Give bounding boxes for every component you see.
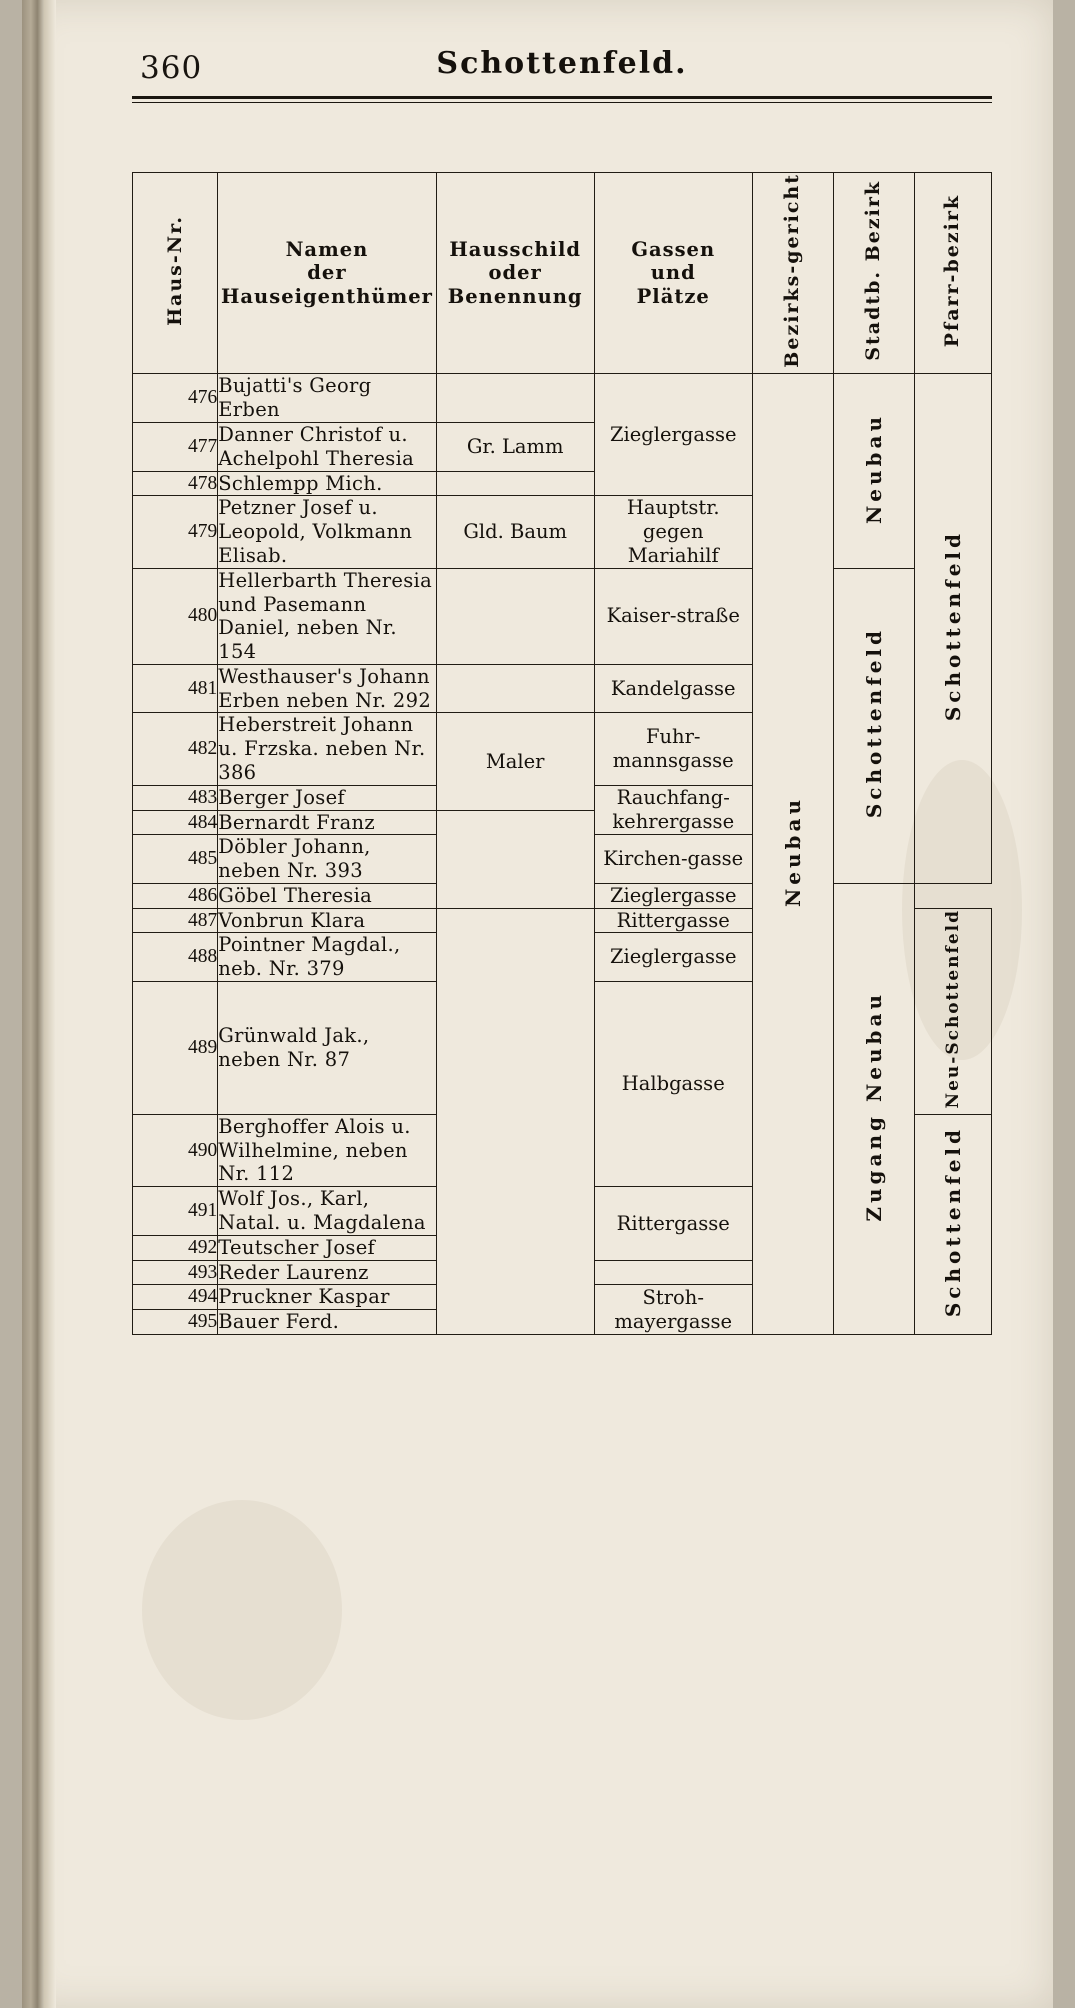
col-header-hausschild: Hausschild oder Benennung (436, 173, 594, 374)
book-page (22, 0, 1053, 2008)
cell-gasse: Hauptstr. gegen Mariahilf (594, 496, 752, 568)
cell-haus-nr: 477 (133, 423, 218, 472)
page-content (132, 40, 992, 1335)
cell-hausschild (436, 471, 594, 496)
col-header-pfarrbezirk: Pfarr-bezirk (914, 173, 991, 374)
cell-gasse: Kirchen-gasse (594, 835, 752, 884)
cell-hausschild (436, 810, 594, 908)
cell-hausschild (436, 568, 594, 664)
page-gutter-shadow (44, 0, 56, 2008)
page-number: 360 (140, 50, 203, 86)
cell-hausschild (436, 664, 594, 713)
cell-owner-name: Hellerbarth Theresia und Pasemann Daniel, neben Nr. 154 (218, 568, 436, 664)
cell-owner-name: Schlempp Mich. (218, 471, 436, 496)
cell-owner-name: Pointner Magdal., neb. Nr. 379 (218, 933, 436, 982)
cell-owner-name: Göbel Theresia (218, 883, 436, 908)
cell-gasse: Rittergasse (594, 1187, 752, 1260)
cell-haus-nr: 484 (133, 810, 218, 835)
cell-haus-nr: 491 (133, 1187, 218, 1236)
cell-owner-name: Döbler Johann, neben Nr. 393 (218, 835, 436, 884)
cell-owner-name: Bernardt Franz (218, 810, 436, 835)
cell-gasse: Fuhr-mannsgasse (594, 713, 752, 785)
cell-gasse: Rittergasse (594, 908, 752, 933)
cell-gasse: Zieglergasse (594, 933, 752, 982)
cell-owner-name: Petzner Josef u. Leopold, Volkmann Elisab. (218, 496, 436, 568)
cell-owner-name: Reder Laurenz (218, 1260, 436, 1285)
cell-haus-nr: 483 (133, 785, 218, 810)
cell-gasse: Kaiser-straße (594, 568, 752, 664)
cell-haus-nr: 480 (133, 568, 218, 664)
cell-haus-nr: 489 (133, 982, 218, 1115)
cell-gasse: Rauchfang-kehrergasse (594, 785, 752, 835)
cell-stadtbezirk-middle: Schottenfeld (833, 568, 914, 883)
cell-stadtbezirk-lower-c: Schottenfeld (914, 1114, 991, 1334)
cell-owner-name: Teutscher Josef (218, 1235, 436, 1260)
col-header-gassen: Gassen und Plätze (594, 173, 752, 374)
col-header-namen: Namen der Hauseigenthümer (218, 173, 436, 374)
cell-owner-name: Danner Christof u. Achelpohl Theresia (218, 423, 436, 472)
cell-owner-name: Heberstreit Johann u. Frzska. neben Nr. 386 (218, 713, 436, 785)
header-rule-thick (132, 96, 992, 99)
book-binding (22, 0, 44, 2008)
cell-gasse: Kandelgasse (594, 664, 752, 713)
running-head: Schottenfeld. (436, 46, 688, 81)
cell-hausschild (436, 908, 594, 1334)
cell-owner-name: Bauer Ferd. (218, 1310, 436, 1335)
header-rule-thin (132, 102, 992, 103)
cell-stadtbezirk-upper: Neubau (833, 374, 914, 568)
cell-gasse: Zieglergasse (594, 883, 752, 908)
col-header-stadtbezirk: Stadtb. Bezirk (833, 173, 914, 374)
col-header-bezirksgericht: Bezirks-gericht (752, 173, 833, 374)
cell-haus-nr: 495 (133, 1310, 218, 1335)
cell-hausschild (436, 374, 594, 423)
cell-hausschild: Gld. Baum (436, 496, 594, 568)
table-header-row (133, 173, 992, 374)
cell-hausschild: Maler (436, 713, 594, 810)
cell-owner-name: Berghoffer Alois u. Wilhelmine, neben Nr. 112 (218, 1114, 436, 1186)
cell-haus-nr: 476 (133, 374, 218, 423)
cell-haus-nr: 478 (133, 471, 218, 496)
cell-owner-name: Wolf Jos., Karl, Natal. u. Magdalena (218, 1187, 436, 1236)
cell-bezirksgericht: Neubau (752, 374, 833, 1334)
table-row (133, 374, 992, 423)
cell-owner-name: Berger Josef (218, 785, 436, 810)
cell-gasse: Stroh-mayergasse (594, 1285, 752, 1335)
col-header-haus-nr: Haus-Nr. (133, 173, 218, 374)
cell-pfarrbezirk-upper: Schottenfeld (914, 374, 991, 883)
cell-haus-nr: 494 (133, 1285, 218, 1310)
cell-haus-nr: 487 (133, 908, 218, 933)
cell-haus-nr: 490 (133, 1114, 218, 1186)
cell-owner-name: Grünwald Jak., neben Nr. 87 (218, 982, 436, 1115)
cell-owner-name: Vonbrun Klara (218, 908, 436, 933)
cell-haus-nr: 488 (133, 933, 218, 982)
cell-gasse (594, 1260, 752, 1285)
cell-owner-name: Pruckner Kaspar (218, 1285, 436, 1310)
cell-gasse: Zieglergasse (594, 374, 752, 496)
cell-owner-name: Bujatti's Georg Erben (218, 374, 436, 423)
cell-haus-nr: 479 (133, 496, 218, 568)
table-row (133, 568, 992, 664)
cell-haus-nr: 486 (133, 883, 218, 908)
address-register-table (132, 172, 992, 1335)
cell-owner-name: Westhauser's Johann Erben neben Nr. 292 (218, 664, 436, 713)
page-header (132, 40, 992, 100)
cell-haus-nr: 482 (133, 713, 218, 785)
cell-gasse: Halbgasse (594, 982, 752, 1187)
cell-haus-nr: 485 (133, 835, 218, 884)
cell-haus-nr: 481 (133, 664, 218, 713)
cell-haus-nr: 492 (133, 1235, 218, 1260)
cell-pfarrbezirk-lower: Zugang Neubau (833, 883, 914, 1334)
cell-stadtbezirk-lower-b: Neu-Schottenfeld (914, 908, 991, 1114)
cell-hausschild: Gr. Lamm (436, 423, 594, 472)
cell-haus-nr: 493 (133, 1260, 218, 1285)
